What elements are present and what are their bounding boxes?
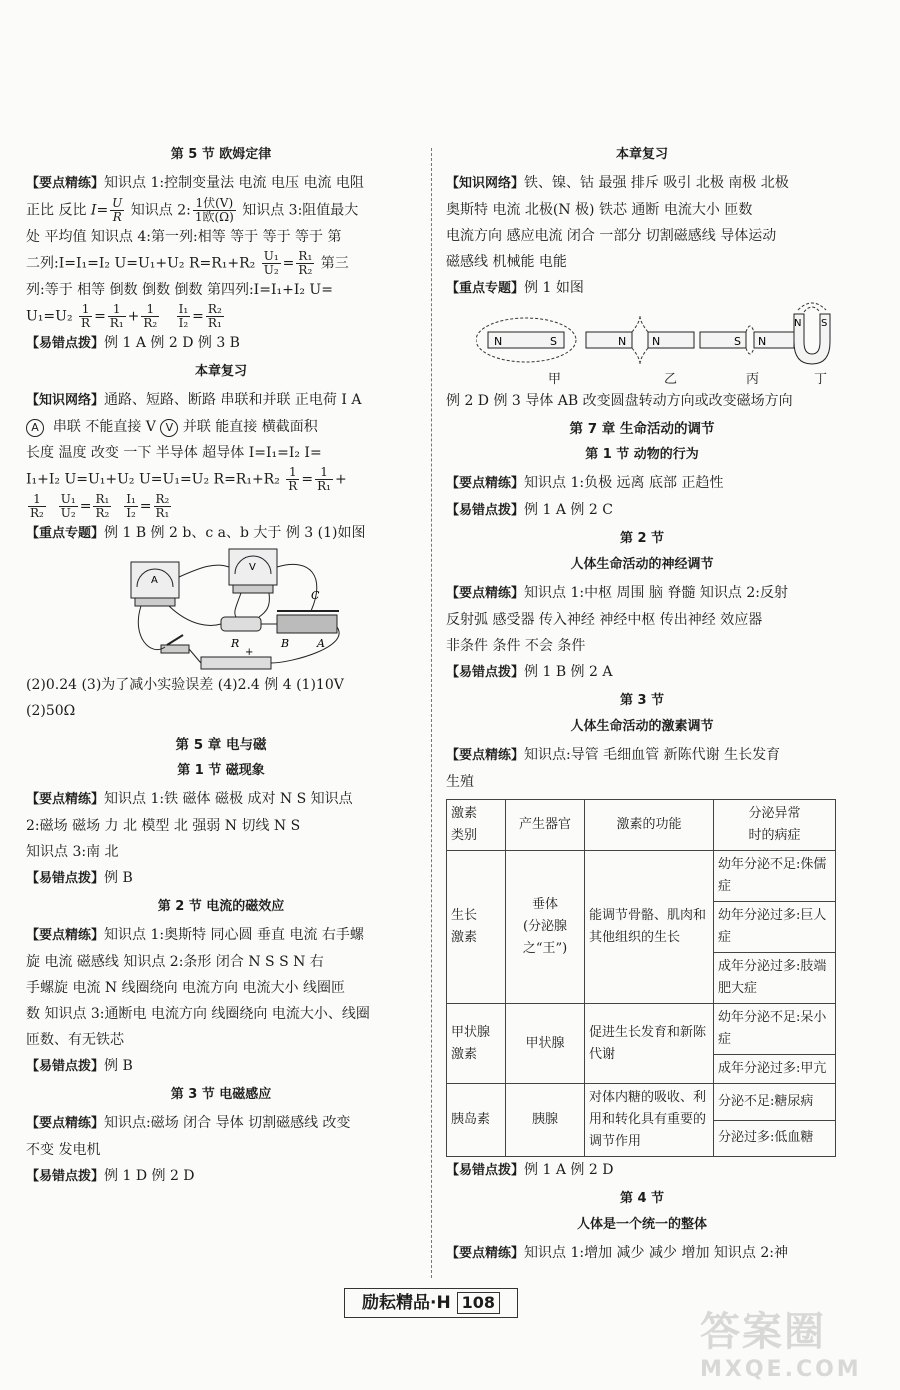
table-row: 胰岛素 胰腺 对体内糖的吸收、利用和转化具有重要的调节作用 分泌不足:糖尿病	[447, 1084, 836, 1121]
left-column	[26, 140, 416, 1190]
voltmeter-symbol-icon: V	[160, 419, 178, 437]
section-title-animal-behavior: 第 1 节 动物的行为	[585, 447, 699, 462]
magnetism-key-points: 【要点精练】知识点 1:铁 磁体 磁极 成对 N S 知识点 2:磁场 磁场 力 北 模型 北 强弱 N 切线 N S 知识点 3:南 北 【易错点拨】例 B	[26, 791, 353, 886]
footer-brand: 励耘精品·H	[361, 1293, 451, 1313]
hormone-error-tips: 【易错点拨】例 1 A 例 2 D	[446, 1162, 614, 1178]
svg-text:C: C	[311, 589, 320, 602]
table-row: 甲状腺 激素 甲状腺 促进生长发育和新陈代谢 幼年分泌不足:呆小症	[447, 1004, 836, 1055]
right-column	[446, 140, 838, 1267]
chapter-review-title-2: 本章复习	[615, 147, 668, 162]
section-title-4: 第 4 节	[619, 1191, 665, 1206]
svg-text:R: R	[231, 637, 240, 650]
page-number: 108	[457, 1292, 500, 1314]
svg-text:N: N	[652, 335, 661, 348]
chapter-review-title: 本章复习	[194, 364, 247, 379]
magnet-label-ding: 丁	[814, 372, 828, 387]
chapter-review-network-2: 【知识网络】铁、镍、钴 最强 排斥 吸引 北极 南极 北极 奥斯特 电流 北极(N 极) 铁芯 通断 电流大小 匝数 电流方向 感应电流 闭合 一部分 切割磁感线 导体运动 磁感线 机械能 电能 【重点专题】例 1 如图	[446, 175, 789, 296]
induction-key-points: 【要点精练】知识点:磁场 闭合 导体 切割磁感线 改变 不变 发电机 【易错点拨】例 1 D 例 2 D	[26, 1115, 351, 1184]
table-row: 分泌过多:低血糖	[447, 1120, 836, 1157]
watermark: 答案圈 MXQE.COM	[700, 1309, 862, 1382]
ammeter-symbol-icon: A	[26, 419, 44, 437]
svg-text:S: S	[734, 335, 741, 348]
table-row: 生长 激素 垂体 (分泌腺 之“王”) 能调节骨骼、肌肉和其他组织的生长 幼年分泌不足:侏儒症	[447, 851, 836, 902]
table-row: 幼年分泌过多:巨人症	[447, 902, 836, 953]
section-title-current-magnetic-effect: 第 2 节 电流的磁效应	[157, 899, 285, 914]
svg-text:S: S	[821, 318, 828, 329]
chapter-review-answers: (2)0.24 (3)为了减小实验误差 (4)2.4 例 4 (1)10V (2)50Ω	[26, 677, 344, 719]
column-divider	[431, 148, 432, 1278]
section-title-induction: 第 3 节 电磁感应	[170, 1087, 272, 1102]
hormone-table	[446, 799, 836, 1157]
svg-text:V: V	[249, 562, 256, 573]
circuit-diagram	[121, 547, 416, 672]
svg-text:B: B	[281, 637, 290, 650]
table-row: 成年分泌过多:甲亢	[447, 1055, 836, 1084]
svg-text:N: N	[794, 318, 802, 329]
section-subtitle-unified-body: 人体是一个统一的整体	[576, 1217, 707, 1232]
chapter-5-title: 第 5 章 电与磁	[175, 737, 267, 753]
svg-text:S: S	[550, 335, 557, 348]
neural-key-points: 【要点精练】知识点 1:中枢 周围 脑 脊髓 知识点 2:反射 反射弧 感受器 传入神经 神经中枢 传出神经 效应器 非条件 条件 不会 条件 【易错点拨】例 1 B 例 2 A	[446, 585, 788, 680]
section-title-2: 第 2 节	[619, 531, 665, 546]
svg-text:A: A	[151, 575, 158, 586]
magnet-label-bing: 丙	[746, 372, 760, 387]
ohms-law-error-tips: 【易错点拨】例 1 A 例 2 D 例 3 B	[26, 335, 240, 351]
section-subtitle-hormone: 人体生命活动的激素调节	[570, 719, 714, 734]
svg-text:A: A	[317, 637, 325, 650]
chapter-7-title: 第 7 章 生命活动的调节	[569, 421, 715, 437]
section-title-3: 第 3 节	[619, 693, 665, 708]
chapter-review-focus: 【重点专题】例 1 B 例 2 b、c a、b 大于 例 3 (1)如图	[26, 525, 366, 541]
page-footer	[344, 1288, 518, 1318]
unified-body-key-points: 【要点精练】知识点 1:增加 减少 减少 增加 知识点 2:神	[446, 1245, 788, 1261]
magnet-field-diagram	[476, 302, 838, 388]
section-subtitle-neural: 人体生命活动的神经调节	[570, 557, 714, 572]
chapter-review-network: 【知识网络】通路、短路、断路 串联和并联 正电荷 I A A 串联 不能直接 V V 并联 能直接 横截面积 长度 温度 改变 一下 半导体 超导体 I=I₁=I₂ I= I₁+I₂ U=U₁+U₂ U=U₁=U₂ R=R₁+R₂ $\frac{1}{R}$ = $\frac{1}{\text{R₁}}$ + $\frac{1}{\text{R₂}}$ $\frac{\text{U₁}}{\text{U₂}}$ = $\frac{\text{R₁}}{\text{R₂}}$ $\frac{\text{I₁}}{\text{I₂}}$ = $\frac{\text{R₂}}{\text{R₁}}$	[26, 392, 362, 520]
table-row: 激素 类别 产生器官 激素的功能 分泌异常 时的病症	[447, 800, 836, 851]
svg-text:N: N	[494, 335, 503, 348]
svg-text:N: N	[618, 335, 627, 348]
section-title-magnetism: 第 1 节 磁现象	[177, 763, 265, 778]
animal-behavior-key-points: 【要点精练】知识点 1:负极 远离 底部 正趋性 【易错点拨】例 1 A 例 2 C	[446, 475, 724, 518]
magnet-label-jia: 甲	[548, 372, 562, 387]
chapter-review-answers-2: 例 2 D 例 3 导体 AB 改变圆盘转动方向或改变磁场方向	[446, 393, 793, 409]
hormone-key-points: 【要点精练】知识点:导管 毛细血管 新陈代谢 生长发育 生殖	[446, 747, 781, 790]
svg-text:N: N	[758, 335, 767, 348]
ohms-law-key-points: 【要点精练】知识点 1:控制变量法 电流 电压 电流 电阻 正比 反比 I= $\frac{U}{R}$ 知识点 2: $\frac{\text{1伏(V)}}{\text{1欧(Ω)}}$ 知识点 3:阻值最大 处 平均值 知识点 4:第一列:相等 等于 等于 等于 第 二列:I=I₁=I₂ U=U₁+U₂ R=R₁+R₂ $\frac{\text{U₁}}{\text{U₂}}$ = $\frac{\text{R₁}}{\text{R₂}}$ 第三 列:等于 相等 倒数 倒数 倒数 第四列:I=I₁+I₂ U= U₁=U₂ $\frac{1}{R}$ = $\frac{1}{\text{R₁}}$ + $\frac{1}{\text{R₂}}$ $\frac{\text{I₁}}{\text{I₂}}$ = $\frac{\text{R₂}}{\text{R₁}}$	[26, 175, 364, 330]
svg-text:+: +	[245, 647, 254, 658]
section-title-ohms-law: 第 5 节 欧姆定律	[170, 147, 272, 162]
current-magnetic-key-points: 【要点精练】知识点 1:奥斯特 同心圆 垂直 电流 右手螺 旋 电流 磁感线 知识点 2:条形 闭合 N S S N 右 手螺旋 电流 N 线圈绕向 电流方向 电流大小 线圈匝 数 知识点 3:通断电 电流方向 线圈绕向 电流大小、线圈 匝数、有无铁芯 【易错点拨】例 B	[26, 927, 370, 1074]
table-row: 成年分泌过多:肢端肥大症	[447, 953, 836, 1004]
magnet-label-yi: 乙	[664, 372, 678, 387]
